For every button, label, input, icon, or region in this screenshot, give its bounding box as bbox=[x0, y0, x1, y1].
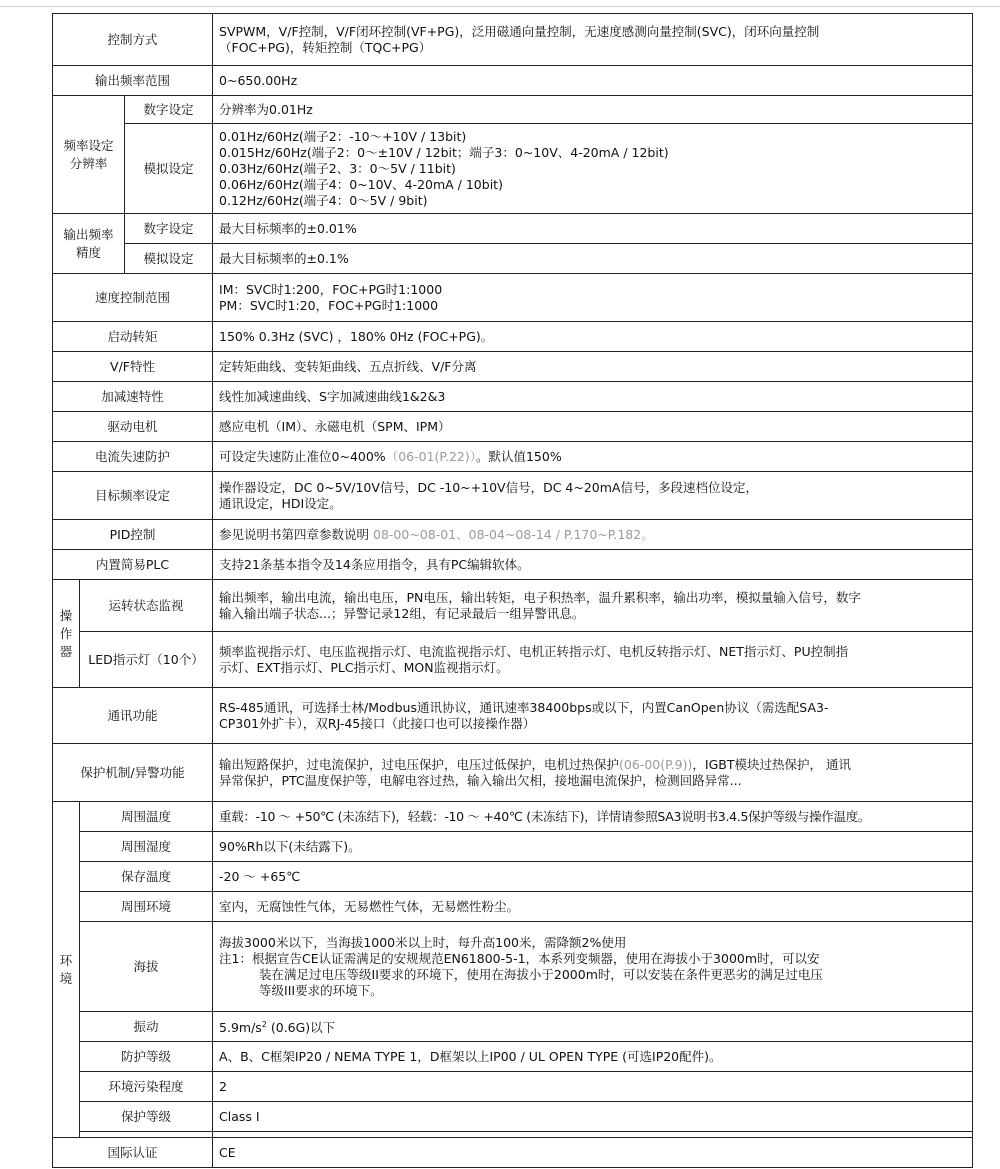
row-freq-resolution-analog bbox=[53, 124, 973, 214]
row-env-altitude bbox=[53, 922, 973, 1012]
operator-monitor-line2: 输入输出端子状态...；异警记录12组，有记录最后一组异警讯息。 bbox=[219, 605, 585, 621]
row-certification bbox=[53, 1138, 973, 1168]
row-operator-monitor bbox=[53, 580, 973, 632]
env-vibration-label: 振动 bbox=[80, 1012, 213, 1042]
communication-line1: RS-485通讯，可选择士林/Modbus通讯协议，通讯速率38400bps或以下，内置CanOpen协议（需选配SA3- bbox=[219, 699, 829, 715]
control-mode-value bbox=[213, 14, 973, 66]
row-env-humidity bbox=[53, 832, 973, 862]
env-ambient-temp-label: 周围温度 bbox=[80, 802, 213, 832]
target-freq-line1: 操作器设定，DC 0~5V/10V信号，DC -10~+10V信号，DC 4~20mA信号，多段速档位设定， bbox=[219, 479, 758, 495]
env-storage-temp-label: 保存温度 bbox=[80, 862, 213, 892]
speed-range-label: 速度控制范围 bbox=[53, 274, 213, 322]
protection-value bbox=[213, 744, 973, 802]
operator-monitor-label: 运转状态监视 bbox=[80, 580, 213, 632]
operator-monitor-value bbox=[213, 580, 973, 632]
row-env-storage-temp bbox=[53, 862, 973, 892]
env-pollution-label: 环境污染程度 bbox=[80, 1072, 213, 1102]
row-speed-range bbox=[53, 274, 973, 322]
row-env-ambient-temp bbox=[53, 802, 973, 832]
target-freq-label: 目标频率设定 bbox=[53, 472, 213, 520]
altitude-line2: 注1：根据宣告CE认证需满足的安规规范EN61800-5-1，本系列变频器，使用在海拔小于3000m时，可以安 bbox=[219, 950, 820, 966]
row-control-mode bbox=[53, 14, 973, 66]
row-freq-resolution-digital bbox=[53, 96, 973, 124]
protection-line1: 输出短路保护，过电流保护，过电压保护，电压过低保护，电机过热保护(06-00(P.9))，IGBT模块过热保护， 通讯 bbox=[219, 756, 851, 772]
row-env-vibration bbox=[53, 1012, 973, 1042]
freq-resolution-analog-label: 模拟设定 bbox=[125, 124, 213, 214]
row-protection bbox=[53, 744, 973, 802]
stall-prevention-value bbox=[213, 442, 973, 472]
env-altitude-label: 海拔 bbox=[80, 922, 213, 1012]
communication-line2: CP301外扩卡），双RJ-45接口（此接口也可以接操作器） bbox=[219, 715, 536, 731]
row-output-freq-range bbox=[53, 66, 973, 96]
row-operator-led bbox=[53, 632, 973, 688]
stall-prevention-ref: （06-01(P.22)） bbox=[385, 448, 476, 464]
env-ambience-value: 室内，无腐蚀性气体，无易燃性气体，无易燃性粉尘。 bbox=[213, 892, 973, 922]
pid-ref: 08-00~08-01、08-04~08-14 / P.170~P.182。 bbox=[369, 526, 654, 542]
freq-resolution-analog-value bbox=[213, 124, 973, 214]
communication-label: 通讯功能 bbox=[53, 688, 213, 744]
environment-group-label: 环境 bbox=[53, 802, 80, 1138]
speed-range-line2: PM：SVC时1:20，FOC+PG时1:1000 bbox=[219, 297, 439, 313]
row-communication bbox=[53, 688, 973, 744]
env-humidity-value: 90%Rh以下(未结露下)。 bbox=[213, 832, 973, 862]
speed-range-line1: IM：SVC时1:200，FOC+PG时1:1000 bbox=[219, 281, 443, 297]
protection-ref: (06-00(P.9)) bbox=[619, 756, 693, 772]
pid-value bbox=[213, 520, 973, 550]
row-stall-prevention bbox=[53, 442, 973, 472]
altitude-line3: 装在满足过电压等级II要求的环境下，使用在海拔小于2000m时，可以安装在条件更恶劣的满足过电压 bbox=[259, 966, 823, 982]
altitude-line4: 等级III要求的环境下。 bbox=[259, 982, 383, 998]
freq-resolution-digital-value: 分辨率为0.01Hz bbox=[213, 96, 973, 124]
drive-motor-value: 感应电机（IM）、永磁电机（SPM、IPM） bbox=[213, 412, 973, 442]
stall-prevention-text2: 。默认值150% bbox=[475, 448, 562, 464]
speed-range-value bbox=[213, 274, 973, 322]
target-freq-value bbox=[213, 472, 973, 520]
row-accel-decel bbox=[53, 382, 973, 412]
operator-led-line2: 示灯、EXT指示灯、PLC指示灯、MON监视指示灯。 bbox=[219, 659, 509, 675]
vibration-superscript: 2 bbox=[261, 1019, 267, 1029]
env-vibration-value: $5.9m/s^2$ (0.6G)以下 bbox=[213, 1012, 973, 1042]
top-border-line bbox=[0, 0, 1000, 7]
starting-torque-label: 启动转矩 bbox=[53, 322, 213, 352]
protection-line2: 异常保护，PTC温度保护等，电解电容过热，输入输出欠相，接地漏电流保护，检测回路异常... bbox=[219, 772, 742, 788]
pid-text: 参见说明书第四章参数说明 bbox=[219, 526, 370, 542]
row-env-protection-grade bbox=[53, 1102, 973, 1132]
env-pollution-value: 2 bbox=[213, 1072, 973, 1102]
communication-value bbox=[213, 688, 973, 744]
control-mode-line2: （FOC+PG)，转矩控制（TQC+PG） bbox=[219, 39, 432, 55]
accel-decel-value: 线性加减速曲线、S字加减速曲线1&2&3 bbox=[213, 382, 973, 412]
stall-prevention-text1: 可设定失速防止准位0~400% bbox=[219, 448, 386, 464]
env-protection-grade-label: 保护等级 bbox=[80, 1102, 213, 1132]
freq-resolution-digital-label: 数字设定 bbox=[125, 96, 213, 124]
freq-accuracy-analog-label: 模拟设定 bbox=[125, 244, 213, 274]
starting-torque-value: 150% 0.3Hz (SVC) ，180% 0Hz (FOC+PG)。 bbox=[213, 322, 973, 352]
vf-characteristic-label: V/F特性 bbox=[53, 352, 213, 382]
row-freq-accuracy-analog bbox=[53, 244, 973, 274]
env-protection-grade-value: Class I bbox=[213, 1102, 973, 1132]
row-pid bbox=[53, 520, 973, 550]
env-protection-class-value: A、B、C框架IP20 / NEMA TYPE 1，D框架以上IP00 / UL OPEN TYPE (可选IP20配件)。 bbox=[213, 1042, 973, 1072]
output-freq-range-value: 0~650.00Hz bbox=[213, 66, 973, 96]
freq-accuracy-digital-value: 最大目标频率的±0.01% bbox=[213, 214, 973, 244]
env-protection-class-label: 防护等级 bbox=[80, 1042, 213, 1072]
analog-line-5: 0.12Hz/60Hz(端子4：0～5V / 9bit) bbox=[219, 192, 428, 208]
operator-group-label: 操作器 bbox=[53, 580, 80, 688]
env-ambient-temp-value: 重载：-10 ～ +50℃ (未冻结下)，轻载：-10 ～ +40℃ (未冻结下)，详情请参照SA3说明书3.4.5保护等级与操作温度。 bbox=[213, 802, 973, 832]
altitude-line1: 海拔3000米以下，当海拔1000米以上时，每升高100米，需降额2%使用 bbox=[219, 934, 627, 950]
vf-characteristic-value: 定转矩曲线、变转矩曲线、五点折线、V/F分离 bbox=[213, 352, 973, 382]
spec-table bbox=[52, 13, 973, 1168]
freq-accuracy-analog-value: 最大目标频率的±0.1% bbox=[213, 244, 973, 274]
plc-value: 支持21条基本指令及14条应用指令，具有PC编辑软体。 bbox=[213, 550, 973, 580]
freq-accuracy-digital-label: 数字设定 bbox=[125, 214, 213, 244]
analog-line-2: 0.015Hz/60Hz(端子2：0～±10V / 12bit；端子3：0~10V、4-20mA / 12bit) bbox=[219, 144, 669, 160]
row-env-ambience bbox=[53, 892, 973, 922]
accel-decel-label: 加减速特性 bbox=[53, 382, 213, 412]
certification-label: 国际认证 bbox=[53, 1138, 213, 1168]
env-ambience-label: 周围环境 bbox=[80, 892, 213, 922]
row-freq-accuracy-digital bbox=[53, 214, 973, 244]
row-drive-motor bbox=[53, 412, 973, 442]
certification-value: CE bbox=[213, 1138, 973, 1168]
row-vf-characteristic bbox=[53, 352, 973, 382]
pid-label: PID控制 bbox=[53, 520, 213, 550]
row-env-pollution bbox=[53, 1072, 973, 1102]
control-mode-line1: SVPWM，V/F控制，V/F闭环控制(VF+PG)，泛用磁通向量控制，无速度感测向量控制(SVC)，闭环向量控制 bbox=[219, 23, 820, 39]
analog-line-4: 0.06Hz/60Hz(端子4：0~10V、4-20mA / 10bit) bbox=[219, 176, 503, 192]
analog-line-3: 0.03Hz/60Hz(端子2、3：0～5V / 11bit) bbox=[219, 160, 456, 176]
freq-accuracy-label: 输出频率精度 bbox=[53, 214, 125, 274]
drive-motor-label: 驱动电机 bbox=[53, 412, 213, 442]
env-storage-temp-value: -20 ～ +65℃ bbox=[213, 862, 973, 892]
operator-led-line1: 频率监视指示灯、电压监视指示灯、电流监视指示灯、电机正转指示灯、电机反转指示灯、NET指示灯、PU控制指 bbox=[219, 643, 849, 659]
stall-prevention-label: 电流失速防护 bbox=[53, 442, 213, 472]
operator-monitor-line1: 输出频率，输出电流，输出电压，PN电压，输出转矩，电子积热率，温升累积率，输出功率，模拟量输入信号，数字 bbox=[219, 589, 861, 605]
row-starting-torque bbox=[53, 322, 973, 352]
env-altitude-value bbox=[213, 922, 973, 1012]
output-freq-range-label: 输出频率范围 bbox=[53, 66, 213, 96]
env-humidity-label: 周围湿度 bbox=[80, 832, 213, 862]
analog-line-1: 0.01Hz/60Hz(端子2：-10～+10V / 13bit) bbox=[219, 128, 467, 144]
freq-resolution-label: 频率设定分辨率 bbox=[53, 96, 125, 214]
operator-led-label: LED指示灯（10个） bbox=[80, 632, 213, 688]
control-mode-label: 控制方式 bbox=[53, 14, 213, 66]
operator-led-value bbox=[213, 632, 973, 688]
row-plc bbox=[53, 550, 973, 580]
protection-label: 保护机制/异警功能 bbox=[53, 744, 213, 802]
plc-label: 内置简易PLC bbox=[53, 550, 213, 580]
target-freq-line2: 通讯设定，HDI设定。 bbox=[219, 495, 342, 511]
row-target-freq bbox=[53, 472, 973, 520]
row-env-protection-class bbox=[53, 1042, 973, 1072]
